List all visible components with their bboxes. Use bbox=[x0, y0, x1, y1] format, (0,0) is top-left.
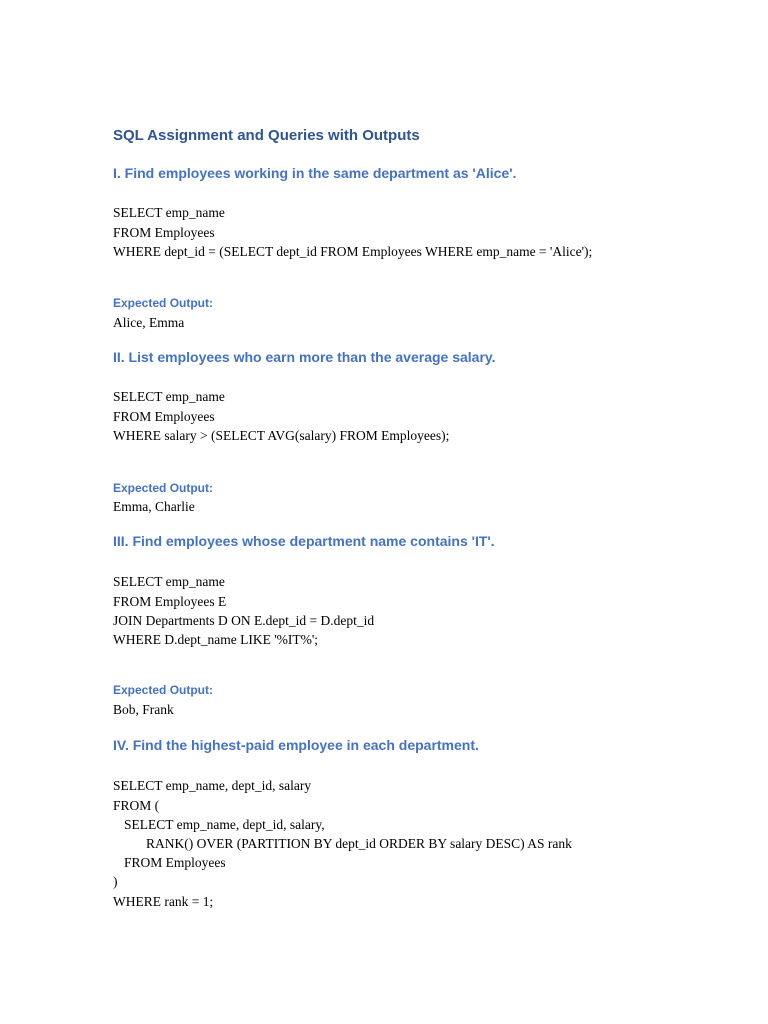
code-line: SELECT emp_name bbox=[113, 205, 225, 221]
expected-output-value: Bob, Frank bbox=[113, 702, 174, 718]
code-line: SELECT emp_name bbox=[113, 389, 225, 405]
code-block bbox=[113, 203, 592, 261]
code-line: WHERE dept_id = (SELECT dept_id FROM Employees WHERE emp_name = 'Alice'); bbox=[113, 243, 593, 259]
expected-output-label: Expected Output: bbox=[113, 296, 214, 310]
code-line: ) bbox=[113, 874, 118, 890]
code-block bbox=[113, 776, 572, 910]
code-line: RANK() OVER (PARTITION BY dept_id ORDER BY salary DESC) AS rank bbox=[146, 835, 572, 851]
section-heading: IV. Find the highest-paid employee in each department. bbox=[113, 737, 479, 753]
code-line: WHERE D.dept_name LIKE '%IT%'; bbox=[113, 631, 319, 647]
code-line: SELECT emp_name bbox=[113, 574, 225, 590]
code-line: JOIN Departments D ON E.dept_id = D.dept_id bbox=[113, 612, 375, 628]
code-line: FROM Employees bbox=[113, 408, 215, 424]
code-line: FROM Employees E bbox=[113, 593, 227, 609]
code-block bbox=[113, 387, 449, 445]
section-heading: I. Find employees working in the same department as 'Alice'. bbox=[113, 165, 517, 181]
section-heading: III. Find employees whose department name contains 'IT'. bbox=[113, 533, 495, 549]
code-block bbox=[113, 572, 374, 649]
code-line: FROM Employees bbox=[113, 224, 215, 240]
code-line: SELECT emp_name, dept_id, salary, bbox=[124, 816, 325, 832]
expected-output-label: Expected Output: bbox=[113, 683, 214, 697]
expected-output-value: Emma, Charlie bbox=[113, 499, 195, 515]
code-line: FROM Employees bbox=[124, 855, 226, 871]
expected-output-label: Expected Output: bbox=[113, 481, 214, 495]
code-line: WHERE rank = 1; bbox=[113, 893, 214, 909]
code-line: WHERE salary > (SELECT AVG(salary) FROM Employees); bbox=[113, 427, 450, 443]
document-title: SQL Assignment and Queries with Outputs bbox=[113, 127, 420, 144]
code-line: FROM ( bbox=[113, 797, 160, 813]
section-heading: II. List employees who earn more than the average salary. bbox=[113, 349, 496, 365]
code-line: SELECT emp_name, dept_id, salary bbox=[113, 778, 312, 794]
expected-output-value: Alice, Emma bbox=[113, 315, 185, 331]
